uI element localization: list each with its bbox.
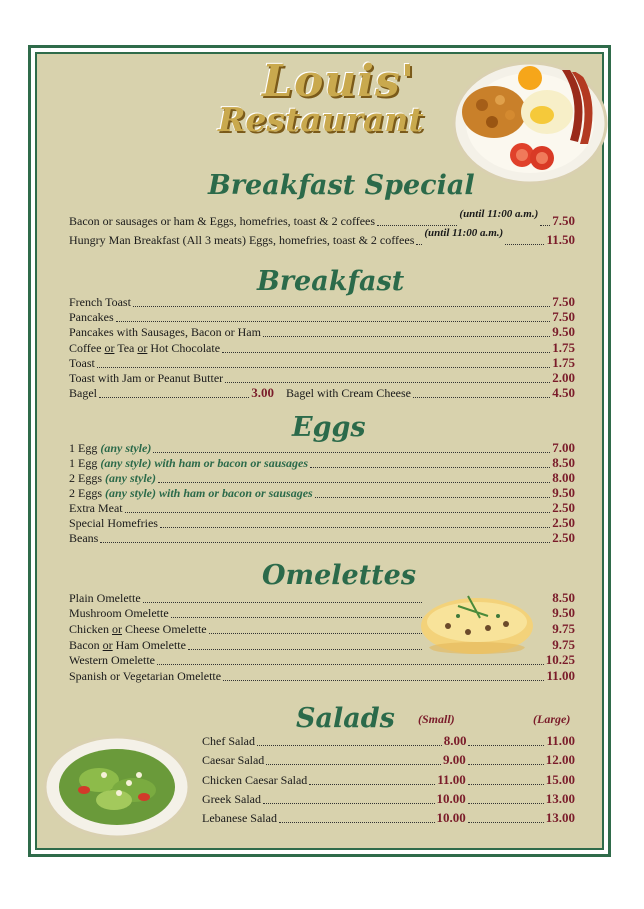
menu-item-row [202, 753, 575, 768]
item-label: Beans [69, 531, 99, 545]
logo-line-2: Restaurant [218, 100, 424, 139]
leader-dots [257, 745, 442, 746]
item-price-large: 15.00 [545, 772, 575, 787]
menu-item-row [202, 773, 575, 788]
item-label: Chef Salad [202, 734, 255, 748]
leader-dots [116, 321, 551, 322]
menu-item-row [69, 669, 575, 684]
section-title-breakfast-special: Breakfast Special [208, 170, 475, 201]
item-price: 7.50 [552, 309, 575, 324]
item-label: Coffee or Tea or Hot Chocolate [69, 341, 221, 355]
leader-dots [468, 764, 544, 765]
leader-dots [413, 397, 550, 398]
leader-dots [97, 367, 550, 368]
menu-item-row [69, 471, 575, 486]
leader-dots [225, 382, 550, 383]
item-price: 11.50 [546, 232, 575, 247]
menu-item-row [69, 325, 575, 340]
leader-dots [310, 467, 550, 468]
logo-line-1: Louis' [262, 56, 416, 107]
leader-dots [188, 649, 422, 650]
item-price: 8.00 [552, 470, 575, 485]
item-price: 10.25 [545, 652, 575, 667]
item-label: Greek Salad [202, 792, 261, 806]
leader-dots [133, 306, 550, 307]
item-label: Pancakes [69, 310, 114, 324]
leader-dots [279, 822, 435, 823]
leader-dots [125, 512, 551, 513]
leader-dots [309, 784, 435, 785]
menu-item-row [69, 638, 575, 653]
item-price: 7.00 [552, 440, 575, 455]
item-label: French Toast [69, 295, 131, 309]
item-label: Toast [69, 356, 95, 370]
leader-dots [540, 225, 550, 226]
item-price: 7.50 [552, 213, 575, 228]
item-price: 8.50 [552, 455, 575, 470]
item-price: 2.50 [552, 515, 575, 530]
leader-dots [99, 397, 249, 398]
item-price-small: 11.00 [437, 772, 466, 787]
item-label: Extra Meat [69, 501, 123, 515]
item-label: 2 Eggs (any style) with ham or bacon or sausages [69, 486, 313, 500]
item-label: Pancakes with Sausages, Bacon or Ham [69, 325, 261, 339]
menu-item-row [69, 456, 575, 471]
item-label: Bacon or Ham Omelette [69, 638, 186, 652]
leader-dots [143, 602, 423, 603]
breakfast-plate-photo [452, 60, 608, 186]
item-price: 9.50 [552, 485, 575, 500]
item-label: Mushroom Omelette [69, 606, 169, 620]
leader-dots [416, 244, 422, 245]
item-label: Bagel [69, 386, 97, 400]
item-price-small: 10.00 [436, 810, 466, 825]
leader-dots [468, 803, 544, 804]
item-price-large: 13.00 [545, 791, 575, 806]
item-price: 3.00 [251, 385, 274, 400]
menu-item-row [69, 295, 575, 310]
menu-item-row [69, 341, 575, 356]
item-price: 8.50 [552, 590, 575, 605]
item-price: 9.50 [552, 324, 575, 339]
menu-item-row [69, 653, 575, 668]
item-label: Plain Omelette [69, 591, 141, 605]
leader-dots [263, 336, 550, 337]
item-label: 1 Egg (any style) with ham or bacon or sausages [69, 456, 309, 470]
item-label: Chicken or Cheese Omelette [69, 622, 207, 636]
menu-item-row [69, 386, 575, 401]
leader-dots [157, 664, 544, 665]
leader-dots [160, 527, 550, 528]
leader-dots [468, 745, 544, 746]
item-label: Chicken Caesar Salad [202, 773, 308, 787]
leader-dots [266, 764, 441, 765]
menu-item-row [69, 486, 575, 501]
leader-dots [377, 225, 457, 226]
item-price: 9.75 [552, 637, 575, 652]
section-title-breakfast: Breakfast [257, 266, 405, 297]
item-price-large: 13.00 [545, 810, 575, 825]
item-price: 11.00 [546, 668, 575, 683]
item-label: 2 Eggs (any style) [69, 471, 156, 485]
item-price-small: 9.00 [443, 752, 466, 767]
item-price: 1.75 [552, 340, 575, 355]
time-note: (until 11:00 a.m.) [424, 227, 504, 239]
item-label: Toast with Jam or Peanut Butter [69, 371, 224, 385]
menu-item-row [69, 356, 575, 371]
size-header-large: (Large) [533, 712, 571, 726]
salad-photo [44, 735, 190, 839]
menu-item-row [202, 734, 575, 749]
menu-item-row [69, 622, 575, 637]
menu-item-row [69, 516, 575, 531]
item-label: Hungry Man Breakfast (All 3 meats) Eggs, homefries, toast & 2 coffees [69, 233, 415, 247]
leader-dots [263, 803, 435, 804]
item-price: 7.50 [552, 294, 575, 309]
leader-dots [315, 497, 551, 498]
section-title-eggs: Eggs [292, 412, 366, 443]
item-price: 2.00 [552, 370, 575, 385]
leader-dots [468, 784, 544, 785]
time-note: (until 11:00 a.m.) [459, 208, 539, 220]
section-title-salads: Salads [296, 703, 395, 734]
leader-dots [468, 822, 544, 823]
item-label: Western Omelette [69, 653, 155, 667]
menu-item-row [202, 792, 575, 807]
leader-dots [153, 452, 550, 453]
item-label: 1 Egg (any style) [69, 441, 152, 455]
leader-dots [100, 542, 550, 543]
section-title-omelettes: Omelettes [262, 560, 417, 591]
item-price: 1.75 [552, 355, 575, 370]
item-price: 2.50 [552, 530, 575, 545]
leader-dots [209, 633, 423, 634]
item-price-large: 11.00 [546, 733, 575, 748]
item-label: Lebanese Salad [202, 811, 277, 825]
item-label: Bacon or sausages or ham & Eggs, homefries, toast & 2 coffees [69, 214, 376, 228]
menu-item-row [69, 227, 575, 248]
item-price-large: 12.00 [545, 752, 575, 767]
size-header-small: (Small) [418, 712, 455, 726]
menu-item-row [69, 371, 575, 386]
menu-item-row [69, 441, 575, 456]
item-price: 9.50 [552, 605, 575, 620]
leader-dots [505, 244, 544, 245]
menu-item-row [69, 531, 575, 546]
menu-item-row [69, 606, 575, 621]
item-price: 4.50 [552, 385, 575, 400]
item-label: Caesar Salad [202, 753, 265, 767]
leader-dots [222, 352, 550, 353]
menu-item-row [202, 811, 575, 826]
item-label: Spanish or Vegetarian Omelette [69, 669, 222, 683]
item-price-small: 8.00 [443, 733, 467, 748]
item-price: 2.50 [552, 500, 575, 515]
menu-item-row [69, 310, 575, 325]
item-price-small: 10.00 [436, 791, 466, 806]
item-label: Bagel with Cream Cheese [286, 386, 411, 400]
leader-dots [171, 617, 423, 618]
leader-dots [223, 680, 544, 681]
item-label: Special Homefries [69, 516, 158, 530]
item-price: 9.75 [552, 621, 575, 636]
menu-item-row [69, 501, 575, 516]
menu-item-row [69, 591, 575, 606]
leader-dots [158, 482, 550, 483]
